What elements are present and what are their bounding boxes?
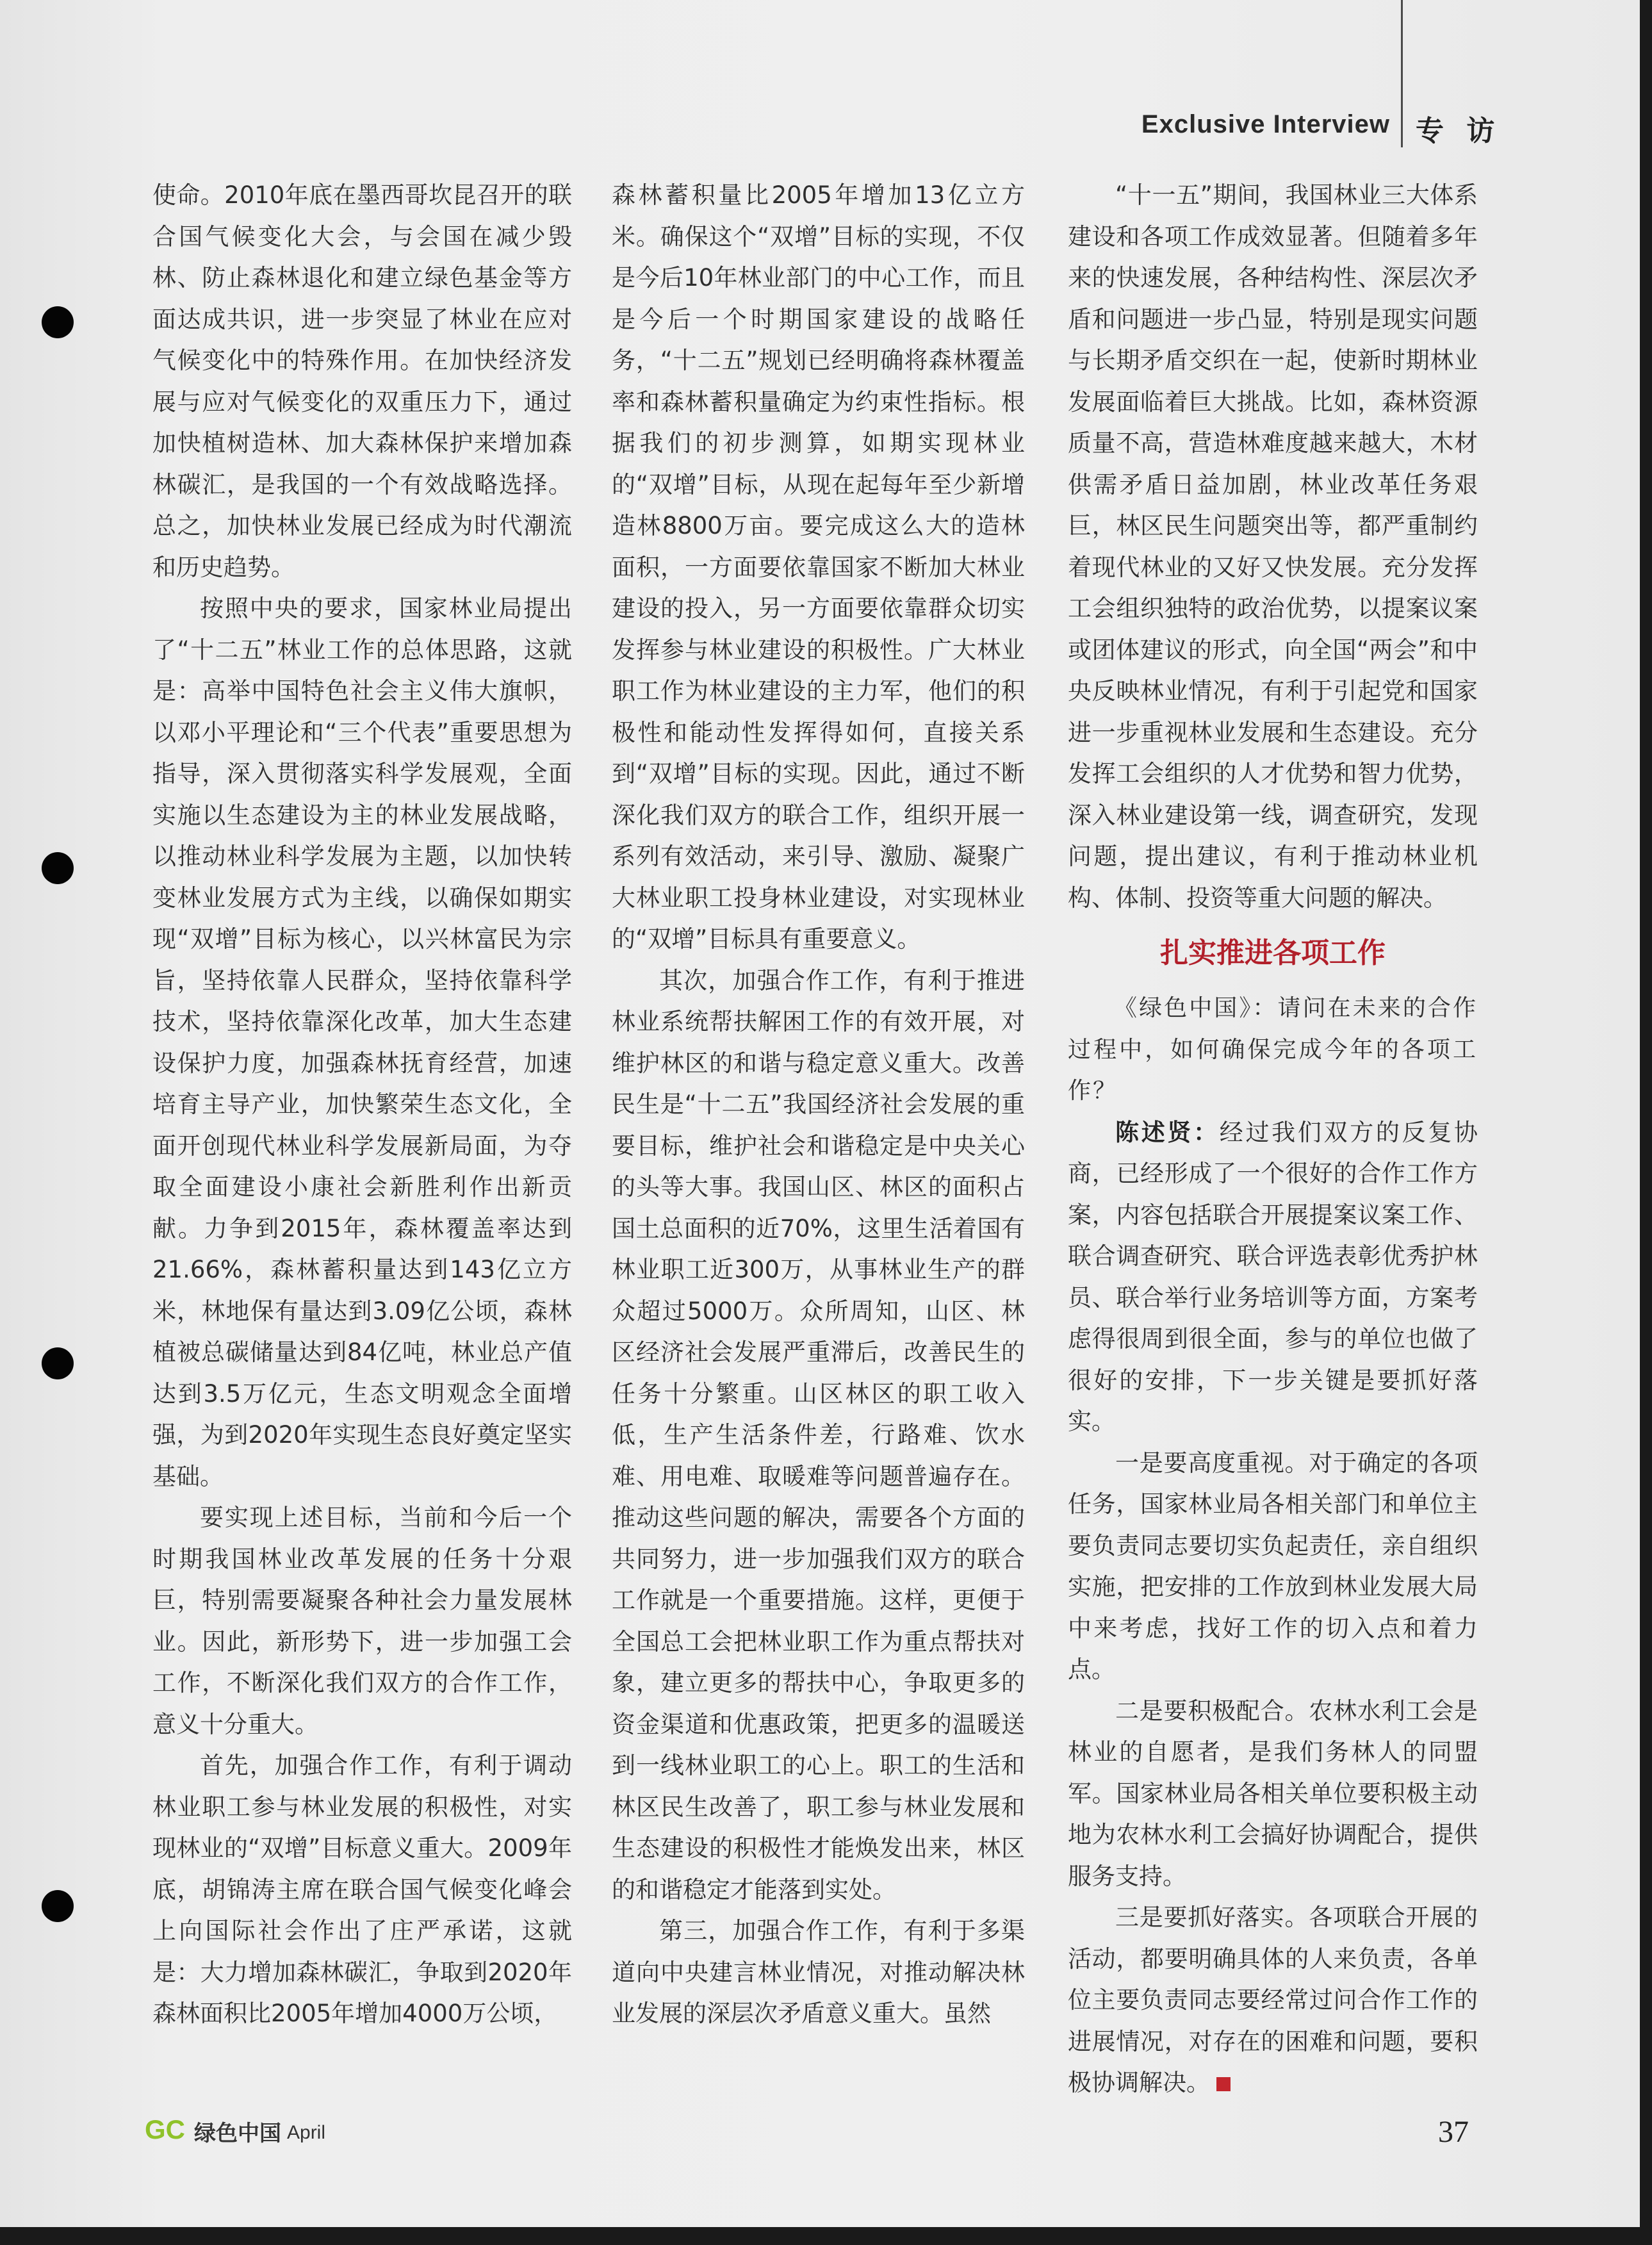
interview-answer bbox=[1068, 1112, 1478, 1443]
interview-question: 《绿色中国》：请问在未来的合作过程中，如何确保完成今年的各项工作？ bbox=[1068, 995, 1478, 1104]
punch-hole bbox=[42, 306, 74, 338]
end-mark-icon bbox=[1216, 2077, 1231, 2091]
speaker-name: 陈述贤： bbox=[1115, 1118, 1220, 1146]
paragraph: 其次，加强合作工作，有利于推进林业系统帮扶解困工作的有效开展，对维护林区的和谐与稳定意义重大。改善民生是“十二五”我国经济社会发展的重要目标，维护社会和谐稳定是中央关心的头等大事。我国山区、林区的面积占国土总面积的近70%，这里生活着国有林业职工近300万，从事林业生产的群众超过5000万。众所周知，山区、林区经济社会发展严重滞后，改善民生的任务十分繁重。山区林区的职工收入低，生产生活条件差，行路难、饮水难、用电难、取暖难等问题普遍存在。推动这些问题的解决，需要各个方面的共同努力，进一步加强我们双方的联合工作就是一个重要措施。这样，更便于全国总工会把林业职工作为重点帮扶对象，建立更多的帮扶中心，争取更多的资金渠道和优惠政策，把更多的温暖送到一线林业职工的心上。职工的生活和林区民生改善了，职工参与林业发展和生态建设的积极性才能焕发出来，林区的和谐稳定才能落到实处。 bbox=[612, 966, 1025, 1904]
column-1 bbox=[152, 175, 572, 2035]
paragraph: 森林蓄积量比2005年增加13亿立方米。确保这个“双增”目标的实现，不仅是今后10年林业部门的中心工作，而且是今后一个时期国家建设的战略任务，“十二五”规划已经明确将森林覆盖率和森林蓄积量确定为约束性指标。根据我们的初步测算，如期实现林业的“双增”目标，从现在起每年至少新增造林8800万亩。要完成这么大的造林面积，一方面要依靠国家不断加大林业建设的投入，另一方面要依靠群众切实发挥参与林业建设的积极性。广大林业职工作为林业建设的主力军，他们的积极性和能动性发挥得如何，直接关系到“双增”目标的实现。因此，通过不断深化我们双方的联合工作，组织开展一系列有效活动，来引导、激励、凝聚广大林业职工投身林业建设，对实现林业的“双增”目标具有重要意义。 bbox=[612, 181, 1025, 953]
section-label-en: Exclusive Interview bbox=[1141, 110, 1390, 138]
column-2 bbox=[612, 175, 1025, 2035]
paragraph: 首先，加强合作工作，有利于调动林业职工参与林业发展的积极性，对实现林业的“双增”目标意义重大。2009年底，胡锦涛主席在联合国气候变化峰会上向国际社会作出了庄严承诺，这就是：大力增加森林碳汇，争取到2020年森林面积比2005年增加4000万公顷， bbox=[152, 1752, 572, 2027]
header-divider bbox=[1401, 0, 1403, 147]
paragraph: 第三，加强合作工作，有利于多渠道向中央建言林业情况，对推动解决林业发展的深层次矛盾意义重大。虽然 bbox=[612, 1917, 1025, 2027]
paragraph: 使命。2010年底在墨西哥坎昆召开的联合国气候变化大会，与会国在减少毁林、防止森林退化和建立绿色基金等方面达成共识，进一步突显了林业在应对气候变化中的特殊作用。在加快经济发展与应对气候变化的双重压力下，通过加快植树造林、加大森林保护来增加森林碳汇，是我国的一个有效战略选择。总之，加快林业发展已经成为时代潮流和历史趋势。 bbox=[152, 181, 572, 581]
issue-month: April bbox=[287, 2122, 326, 2143]
paragraph: 要实现上述目标，当前和今后一个时期我国林业改革发展的任务十分艰巨，特别需要凝聚各种社会力量发展林业。因此，新形势下，进一步加强工会工作，不断深化我们双方的合作工作，意义十分重大。 bbox=[152, 1504, 572, 1738]
paragraph: 二是要积极配合。农林水利工会是林业的自愿者，是我们务林人的同盟军。国家林业局各相关单位要积极主动地为农林水利工会搞好协调配合，提供服务支持。 bbox=[1068, 1697, 1478, 1890]
page-number: 37 bbox=[1438, 2115, 1469, 2149]
magazine-name: 绿色中国 bbox=[194, 2121, 281, 2146]
paragraph-text: 三是要抓好落实。各项联合开展的活动，都要明确具体的人来负责，各单位主要负责同志要经常过问合作工作的进展情况，对存在的困难和问题，要积极协调解决。 bbox=[1068, 1904, 1478, 2096]
column-3 bbox=[1068, 175, 1478, 2104]
section-label-cn: 专 访 bbox=[1416, 115, 1501, 147]
section-heading: 扎实推进各项工作 bbox=[1160, 937, 1386, 969]
paragraph: 一是要高度重视。对于确定的各项任务，国家林业局各相关部门和单位主要负责同志要切实负起责任，亲自组织实施，把安排的工作放到林业发展大局中来考虑，找好工作的切入点和着力点。 bbox=[1068, 1449, 1478, 1683]
paragraph bbox=[1068, 1897, 1478, 2104]
answer-text: 经过我们双方的反复协商，已经形成了一个很好的合作工作方案，内容包括联合开展提案议案工作、联合调查研究、联合评选表彰优秀护林员、联合举行业务培训等方面，方案考虑得很周到很全面，参与的单位也做了很好的安排，下一步关键是要抓好落实。 bbox=[1068, 1118, 1478, 1435]
punch-hole bbox=[42, 1890, 74, 1922]
paragraph: “十一五”期间，我国林业三大体系建设和各项工作成效显著。但随着多年来的快速发展，各种结构性、深层次矛盾和问题进一步凸显，特别是现实问题与长期矛盾交织在一起，使新时期林业发展面临着巨大挑战。比如，森林资源质量不高，营造林难度越来越大，木材供需矛盾日益加剧，林业改革任务艰巨，林区民生问题突出等，都严重制约着现代林业的又好又快发展。充分发挥工会组织独特的政治优势，以提案议案或团体建议的形式，向全国“两会”和中央反映林业情况，有利于引起党和国家进一步重视林业发展和生态建设。充分发挥工会组织的人才优势和智力优势，深入林业建设第一线，调查研究，发现问题，提出建议，有利于推动林业机构、体制、投资等重大问题的解决。 bbox=[1068, 181, 1478, 912]
paragraph: 按照中央的要求，国家林业局提出了“十二五”林业工作的总体思路，这就是：高举中国特色社会主义伟大旗帜，以邓小平理论和“三个代表”重要思想为指导，深入贯彻落实科学发展观，全面实施以生态建设为主的林业发展战略，以推动林业科学发展为主题，以加快转变林业发展方式为主线，以确保如期实现“双增”目标为核心，以兴林富民为宗旨，坚持依靠人民群众，坚持依靠科学技术，坚持依靠深化改革，加大生态建设保护力度，加强森林抚育经营，加速培育主导产业，加快繁荣生态文化，全面开创现代林业科学发展新局面，为夺取全面建设小康社会新胜利作出新贡献。力争到2015年，森林覆盖率达到21.66%，森林蓄积量达到143亿立方米，林地保有量达到3.09亿公顷，森林植被总碳储量达到84亿吨，林业总产值达到3.5万亿元，生态文明观念全面增强，为到2020年实现生态良好奠定坚实基础。 bbox=[152, 595, 572, 1490]
magazine-logo: GC bbox=[145, 2114, 185, 2144]
punch-hole bbox=[42, 1347, 74, 1379]
punch-hole bbox=[42, 852, 74, 884]
